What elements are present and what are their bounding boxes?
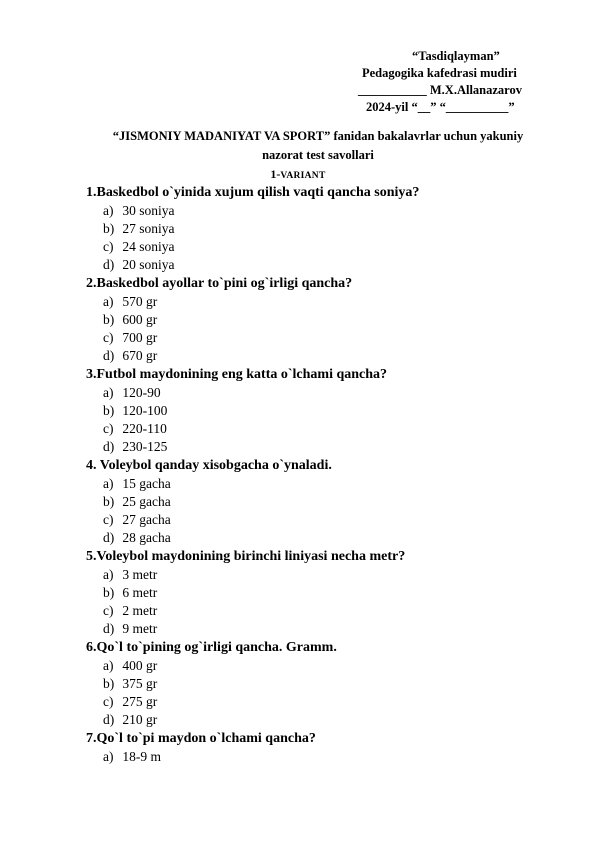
option-text: 24 soniya (122, 239, 175, 254)
title-line-1: “JISMONIY MADANIYAT VA SPORT” fanidan bakalavrlar uchun yakuniy (112, 129, 524, 143)
answer-option (86, 693, 566, 711)
option-label: a) (103, 476, 114, 491)
option-label: d) (103, 712, 115, 727)
option-label: d) (103, 439, 115, 454)
option-text: 30 soniya (122, 203, 175, 218)
answer-option (86, 511, 566, 529)
answer-option (86, 420, 566, 438)
option-text: 230-125 (122, 439, 168, 454)
option-text: 700 gr (122, 330, 158, 345)
approval-signature-line: ___________ M.X.Allanazarov (358, 83, 522, 97)
option-label: c) (103, 694, 114, 709)
option-label: a) (103, 203, 114, 218)
option-label: d) (103, 530, 115, 545)
question-block (86, 547, 566, 638)
option-label: a) (103, 294, 114, 309)
answer-option (86, 438, 566, 456)
document-title (80, 127, 556, 165)
option-text: 18-9 m (122, 749, 161, 764)
question-text: 6.Qo`l to`pining og`irligi qancha. Gramm. (86, 640, 337, 655)
option-text: 275 gr (122, 694, 158, 709)
option-text: 670 gr (122, 348, 158, 363)
option-text: 210 gr (122, 712, 158, 727)
option-label: b) (103, 494, 115, 509)
option-label: b) (103, 585, 115, 600)
option-label: c) (103, 239, 114, 254)
answer-option (86, 566, 566, 584)
question-text: 1.Baskedbol o`yinida xujum qilish vaqti qancha soniya? (86, 185, 420, 200)
option-text: 120-90 (122, 385, 161, 400)
option-label: a) (103, 385, 114, 400)
title-line-2: nazorat test savollari (262, 148, 374, 162)
answer-option (86, 329, 566, 347)
option-label: b) (103, 403, 115, 418)
answer-option (86, 311, 566, 329)
answer-option (86, 748, 566, 766)
answer-option (86, 620, 566, 638)
answer-option (86, 220, 566, 238)
option-label: c) (103, 330, 114, 345)
option-text: 9 metr (122, 621, 158, 636)
option-text: 375 gr (122, 676, 158, 691)
question-block (86, 456, 566, 547)
answer-option (86, 384, 566, 402)
answer-option (86, 584, 566, 602)
option-text: 600 gr (122, 312, 158, 327)
question-block (86, 365, 566, 456)
option-label: d) (103, 348, 115, 363)
approval-block (350, 48, 570, 116)
answer-option (86, 711, 566, 729)
answer-option (86, 475, 566, 493)
answer-option (86, 493, 566, 511)
option-text: 220-110 (122, 421, 167, 436)
option-label: a) (103, 658, 114, 673)
option-text: 2 metr (122, 603, 158, 618)
answer-option (86, 602, 566, 620)
answer-option (86, 238, 566, 256)
answer-option (86, 347, 566, 365)
question-block (86, 638, 566, 729)
answer-option (86, 529, 566, 547)
option-text: 20 soniya (122, 257, 175, 272)
option-label: b) (103, 312, 115, 327)
question-text: 3.Futbol maydonining eng katta o`lchami qancha? (86, 367, 388, 382)
option-text: 3 metr (122, 567, 158, 582)
answer-option (86, 657, 566, 675)
variant-number: 1- (270, 167, 281, 181)
option-text: 120-100 (122, 403, 168, 418)
option-text: 6 metr (122, 585, 158, 600)
option-text: 570 gr (122, 294, 158, 309)
answer-option (86, 202, 566, 220)
answer-option (86, 675, 566, 693)
question-text: 4. Voleybol qanday xisobgacha o`ynaladi. (86, 458, 332, 473)
question-block (86, 183, 566, 274)
variant-label: VARIANT (280, 171, 326, 181)
option-label: a) (103, 567, 114, 582)
option-label: b) (103, 676, 115, 691)
option-text: 27 gacha (122, 512, 171, 527)
option-text: 15 gacha (122, 476, 171, 491)
option-label: c) (103, 512, 114, 527)
answer-option (86, 293, 566, 311)
option-label: c) (103, 603, 114, 618)
question-text: 5.Voleybol maydonining birinchi liniyasi necha metr? (86, 549, 406, 564)
question-text: 7.Qo`l to`pi maydon o`lchami qancha? (86, 731, 316, 746)
option-label: b) (103, 221, 115, 236)
option-text: 28 gacha (122, 530, 171, 545)
approval-heading: “Tasdiqlayman” (412, 49, 500, 63)
approval-date-line: 2024-yil “__” “__________” (366, 100, 515, 114)
option-label: d) (103, 257, 115, 272)
option-text: 25 gacha (122, 494, 171, 509)
question-list (86, 183, 566, 766)
question-text: 2.Baskedbol ayollar to`pini og`irligi qancha? (86, 276, 353, 291)
option-text: 400 gr (122, 658, 158, 673)
answer-option (86, 256, 566, 274)
option-label: c) (103, 421, 114, 436)
answer-option (86, 402, 566, 420)
question-block (86, 729, 566, 766)
approval-position: Pedagogika kafedrasi mudiri (362, 66, 517, 80)
option-text: 27 soniya (122, 221, 175, 236)
option-label: a) (103, 749, 114, 764)
option-label: d) (103, 621, 115, 636)
question-block (86, 274, 566, 365)
